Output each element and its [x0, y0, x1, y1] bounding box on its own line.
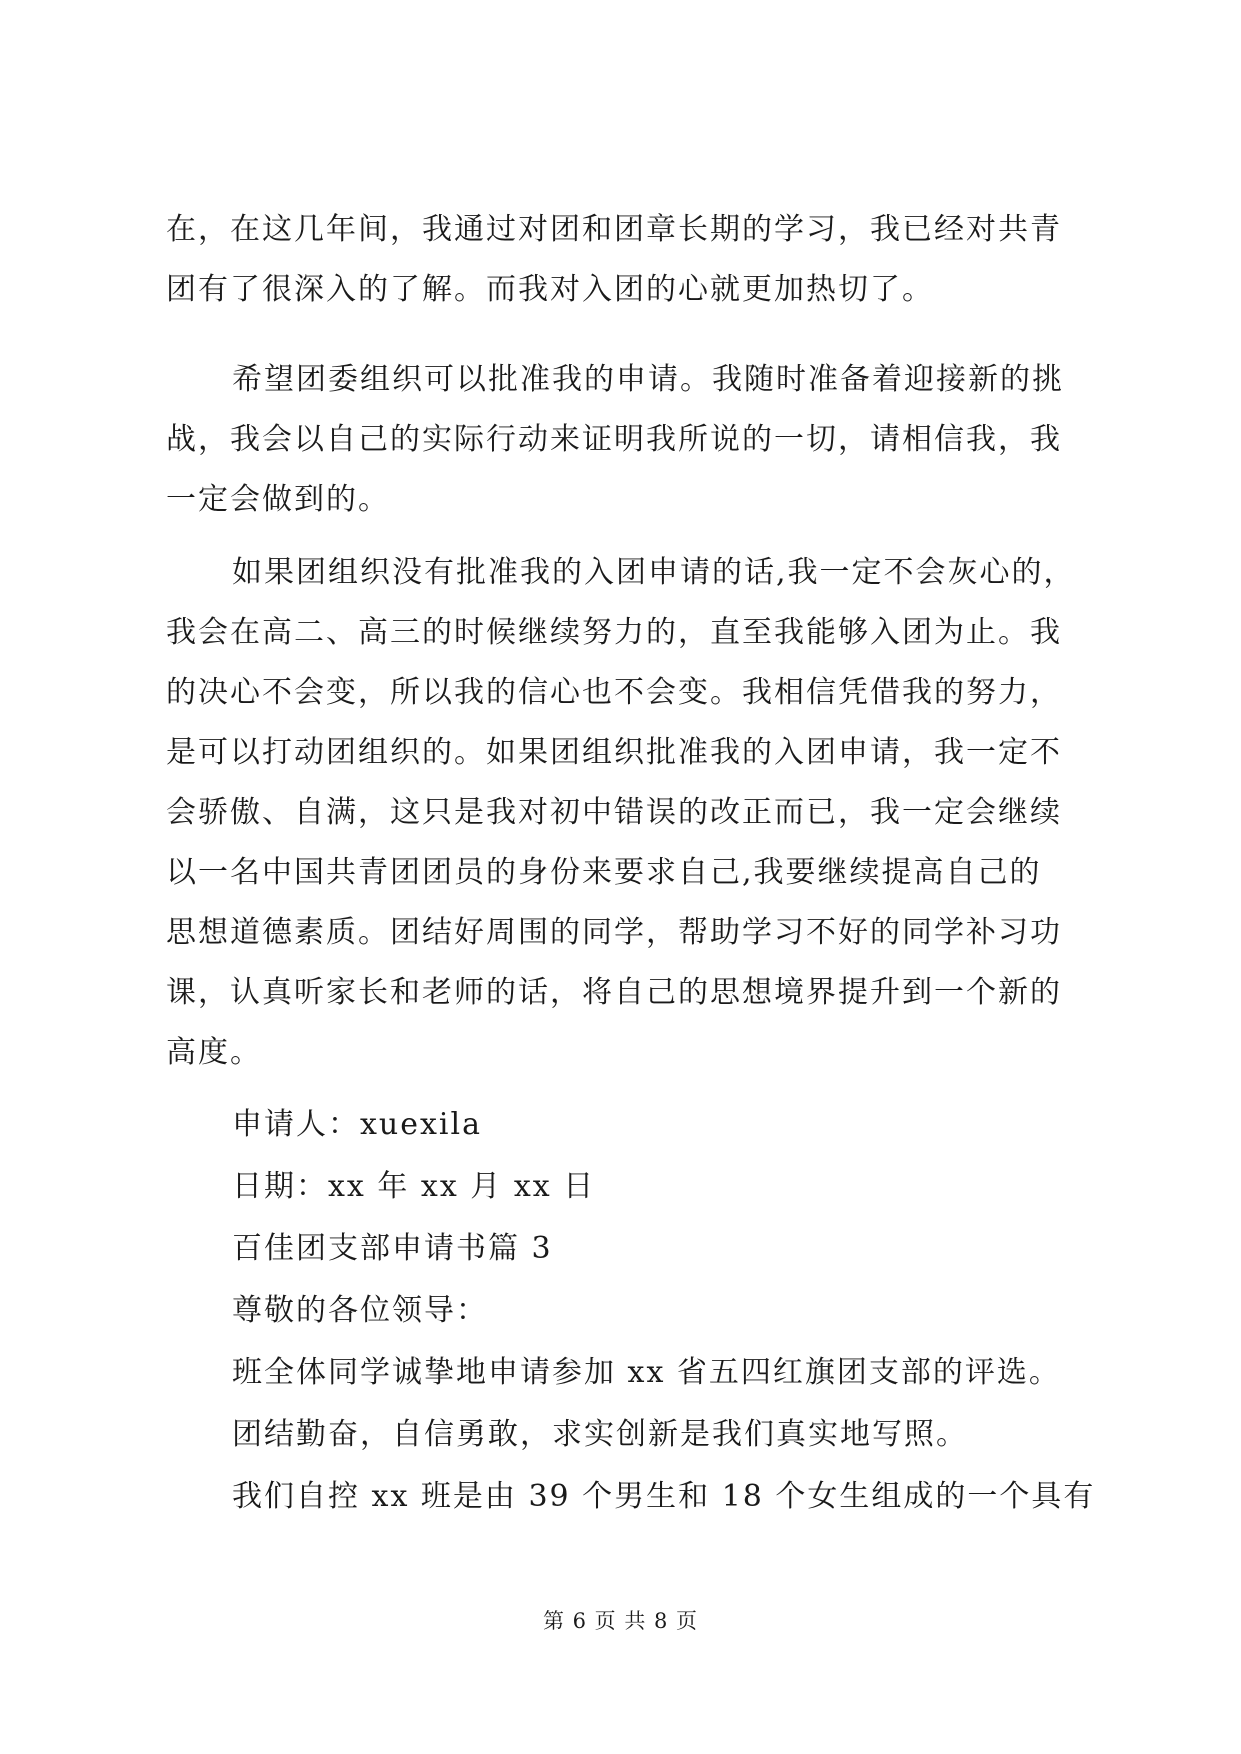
applicant-line: 申请人：xuexila: [232, 1107, 482, 1142]
text-line: 会骄傲、自满，这只是我对初中错误的改正而已，我一定会继续: [166, 795, 1062, 830]
text-line: 一定会做到的。: [166, 482, 390, 517]
date-line: 日期：xx 年 xx 月 xx 日: [232, 1169, 596, 1204]
text-line: 在，在这几年间，我通过对团和团章长期的学习，我已经对共青: [166, 212, 1062, 247]
section-title: 百佳团支部申请书篇 3: [232, 1231, 553, 1266]
text-line: 团有了很深入的了解。而我对入团的心就更加热切了。: [166, 272, 934, 307]
text-line: 团结勤奋，自信勇敢，求实创新是我们真实地写照。: [232, 1417, 968, 1452]
text-line: 希望团委组织可以批准我的申请。我随时准备着迎接新的挑: [232, 362, 1064, 397]
text-line: 战，我会以自己的实际行动来证明我所说的一切，请相信我，我: [166, 422, 1062, 457]
text-line: 以一名中国共青团团员的身份来要求自己,我要继续提高自己的: [166, 855, 1042, 890]
text-line: 的决心不会变，所以我的信心也不会变。我相信凭借我的努力，: [166, 675, 1062, 710]
text-line: 思想道德素质。团结好周围的同学，帮助学习不好的同学补习功: [166, 915, 1062, 950]
text-line: 课，认真听家长和老师的话，将自己的思想境界提升到一个新的: [166, 975, 1062, 1010]
text-line: 班全体同学诚挚地申请参加 xx 省五四红旗团支部的评选。: [232, 1355, 1061, 1390]
text-line: 如果团组织没有批准我的入团申请的话,我一定不会灰心的，: [232, 555, 1076, 590]
text-line: 我会在高二、高三的时候继续努力的，直至我能够入团为止。我: [166, 615, 1062, 650]
text-line: 是可以打动团组织的。如果团组织批准我的入团申请，我一定不: [166, 735, 1062, 770]
text-line: 我们自控 xx 班是由 39 个男生和 18 个女生组成的一个具有: [232, 1479, 1096, 1514]
page-footer: 第 6 页 共 8 页: [542, 1609, 699, 1633]
salutation: 尊敬的各位领导：: [232, 1293, 488, 1328]
text-line: 高度。: [166, 1035, 262, 1070]
